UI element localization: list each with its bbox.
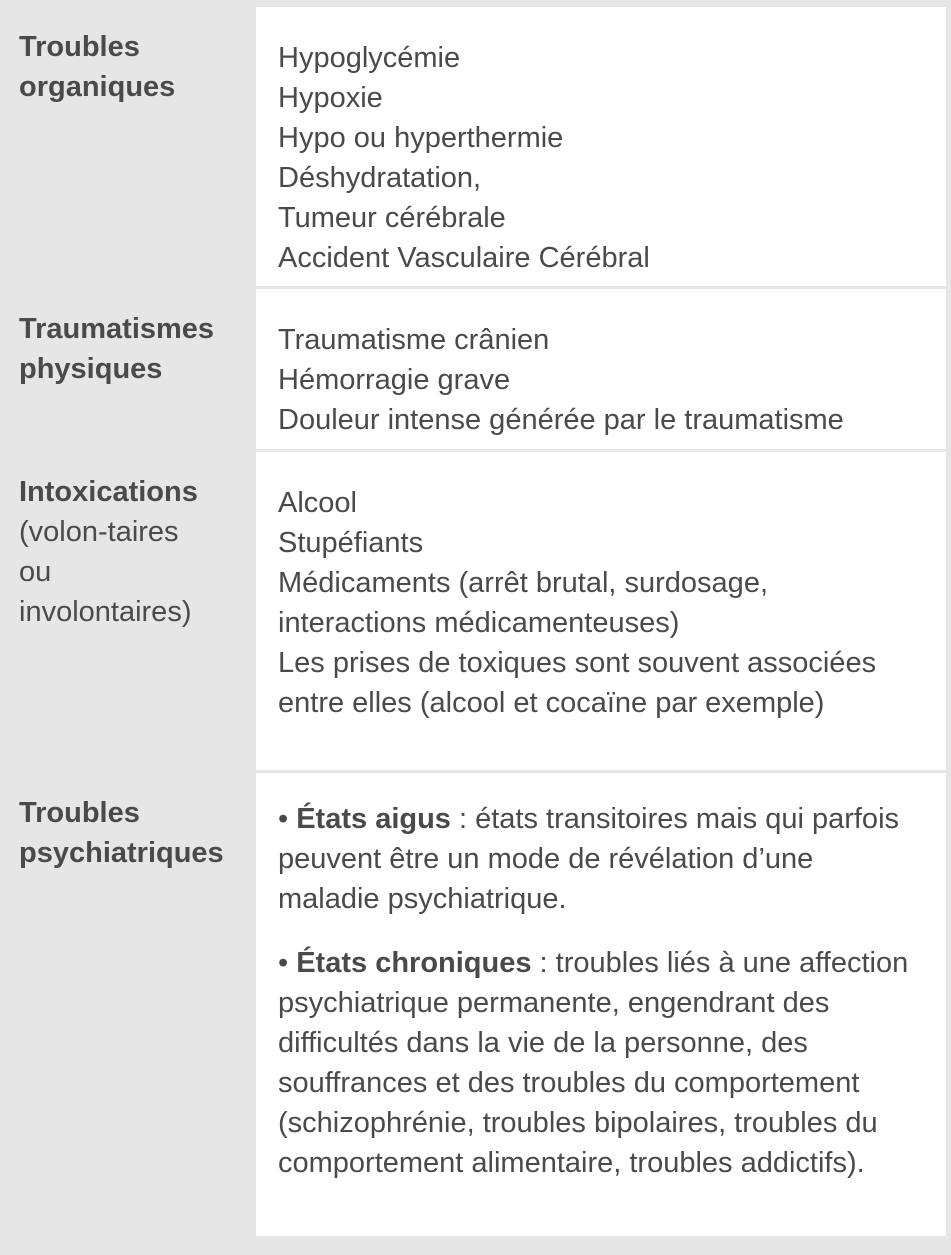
list-item: Stupéfiants [278,527,424,559]
table-row-traumatismes-physiques [5,289,946,449]
paragraph-list [278,799,916,1207]
row-label-cell [5,452,253,770]
item-list [278,483,916,723]
row-label [19,27,209,107]
list-item: Déshydratation, [278,162,482,194]
paragraph-etats-aigus [278,799,916,919]
term: États chroniques [296,947,532,979]
row-label [19,793,247,873]
row-label-bold: Troubles psychiatriques [19,797,224,869]
row-label-bold: Intoxications [19,476,198,508]
item-list [278,38,936,278]
list-item: Hypo ou hyperthermie [278,122,564,154]
row-label-bold: Troubles organiques [19,31,176,103]
list-item: Les prises de toxiques sont souvent associées entre elles (alcool et cocaïne par exemple) [278,647,877,719]
definition: : troubles liés à une affection psychiatrique permanente, engendrant des difficultés dans la vie de la personne, des souffrances et des troubles du comportement (schizophrénie, troubles bipolaires, troubles du comportement alimentaire, troubles addictifs). [278,947,909,1179]
bullet: • [278,947,289,979]
row-label-bold: Traumatismes physiques [19,313,215,385]
row-label-note: (volon-taires ou involontaires) [19,516,192,628]
list-item: Hémorragie grave [278,364,511,396]
list-item: Tumeur cérébrale [278,202,506,234]
row-label [19,309,247,389]
definition: : états transitoires mais qui parfois peuvent être un mode de révélation d’une maladie psychiatrique. [278,803,900,915]
row-label-cell [5,773,253,1236]
row-content-cell [256,7,946,286]
list-item: Douleur intense générée par le traumatisme [278,404,844,436]
table-row-troubles-organiques [5,7,946,286]
row-content-cell [256,452,946,770]
list-item: Alcool [278,487,357,519]
row-label-cell [5,289,253,449]
list-item: Hypoglycémie [278,42,461,74]
row-content-cell [256,289,946,449]
list-item: Médicaments (arrêt brutal, surdosage, interactions médicamenteuses) [278,567,768,639]
item-list [278,320,936,440]
table-row-intoxications [5,452,946,770]
list-item: Accident Vasculaire Cérébral [278,242,650,274]
row-label-cell [5,7,253,286]
row-content-cell [256,773,946,1236]
table-row-troubles-psychiatriques [5,773,946,1236]
row-label [19,472,247,632]
list-item: Traumatisme crânien [278,324,550,356]
term: États aigus [296,803,451,835]
list-item: Hypoxie [278,82,383,114]
paragraph-etats-chroniques [278,943,916,1183]
bullet: • [278,803,289,835]
